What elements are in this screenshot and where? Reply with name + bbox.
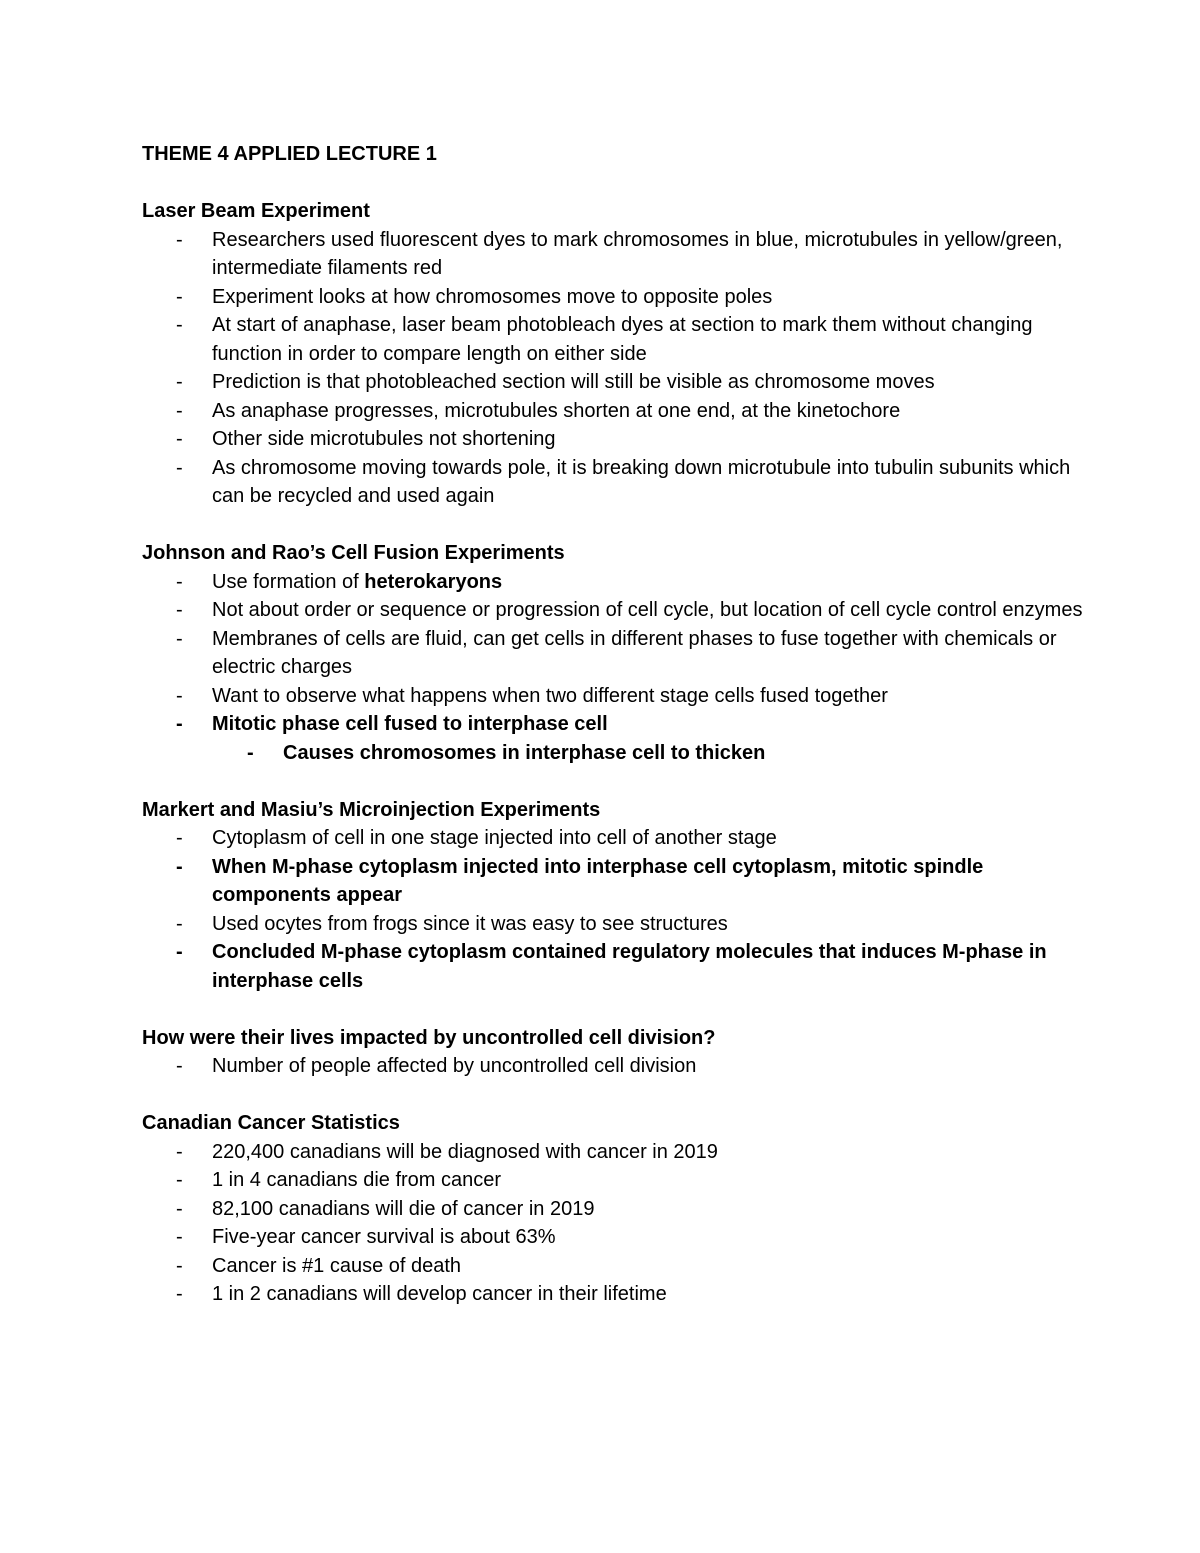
list-item xyxy=(142,1166,1102,1195)
list-item-text: When M-phase cytoplasm injected into interphase cell cytoplasm, mitotic spindle components appear xyxy=(212,855,984,906)
bullet-dash: - xyxy=(176,627,183,650)
list-item-text: 82,100 canadians will die of cancer in 2019 xyxy=(212,1197,595,1220)
list-item-text: At start of anaphase, laser beam photobleach dyes at section to mark them without changing function in order to compare length on either side xyxy=(212,314,1033,365)
list-item xyxy=(142,1252,1102,1281)
bullet-dash: - xyxy=(176,570,183,593)
list-item-text: Prediction is that photobleached section will still be visible as chromosome moves xyxy=(212,371,935,393)
bullet-dash: - xyxy=(176,912,183,935)
list-item-text: Concluded M-phase cytoplasm contained regulatory molecules that induces M-phase in interphase cells xyxy=(212,941,1047,992)
list-item-text: Number of people affected by uncontrolled cell division xyxy=(212,1055,697,1077)
bullet-dash: - xyxy=(176,399,183,422)
list-item xyxy=(142,710,1102,739)
bullet-dash: - xyxy=(176,855,183,878)
list-item-text: Membranes of cells are fluid, can get cells in different phases to fuse together with chemicals or electric charges xyxy=(212,627,1057,678)
section-heading: Johnson and Rao’s Cell Fusion Experiments xyxy=(142,542,565,564)
list-item xyxy=(142,824,1102,853)
list-item xyxy=(142,226,1102,283)
bullet-list xyxy=(142,824,1102,995)
bullet-dash: - xyxy=(176,285,183,308)
list-item-text: Experiment looks at how chromosomes move to opposite poles xyxy=(212,285,773,308)
list-item-text: Cytoplasm of cell in one stage injected into cell of another stage xyxy=(212,827,777,849)
list-item-text: 1 in 2 canadians will develop cancer in their lifetime xyxy=(212,1283,667,1305)
list-item-text: 220,400 canadians will be diagnosed with cancer in 2019 xyxy=(212,1140,718,1163)
section-heading: Markert and Masiu’s Microinjection Experiments xyxy=(142,798,601,821)
list-item-text: Other side microtubules not shortening xyxy=(212,428,556,450)
bullet-list xyxy=(142,226,1102,511)
list-item xyxy=(142,568,1102,597)
list-item-text: Researchers used fluorescent dyes to mark chromosomes in blue, microtubules in yellow/green, intermediate filaments red xyxy=(212,228,1063,279)
list-item-text: Cancer is #1 cause of death xyxy=(212,1254,462,1277)
section-heading: Canadian Cancer Statistics xyxy=(142,1112,400,1134)
section-heading: Laser Beam Experiment xyxy=(142,200,370,222)
list-item xyxy=(142,1138,1102,1167)
section-microinjection xyxy=(142,796,1102,996)
bullet-dash: - xyxy=(176,1140,183,1163)
list-item xyxy=(142,1280,1102,1309)
list-item xyxy=(142,1195,1102,1224)
bullet-list xyxy=(142,1138,1102,1309)
list-item-text: Mitotic phase cell fused to interphase cell xyxy=(212,713,608,735)
sub-list-item xyxy=(142,739,1102,768)
section-lives-impacted xyxy=(142,1024,1102,1081)
bullet-list xyxy=(142,1052,1102,1081)
list-item xyxy=(142,596,1102,625)
bullet-dash: - xyxy=(247,741,254,764)
bullet-dash: - xyxy=(176,228,183,251)
list-item xyxy=(142,910,1102,939)
list-item xyxy=(142,1052,1102,1081)
list-item-text: As chromosome moving towards pole, it is breaking down microtubule into tubulin subunits which can be recycled and used again xyxy=(212,456,1071,507)
list-item xyxy=(142,283,1102,312)
list-item-text: Causes chromosomes in interphase cell to thicken xyxy=(283,741,766,764)
bullet-dash: - xyxy=(176,428,183,450)
bullet-dash: - xyxy=(176,456,183,479)
bullet-dash: - xyxy=(176,1169,183,1191)
section-cancer-statistics xyxy=(142,1109,1102,1309)
list-item-text: Not about order or sequence or progression of cell cycle, but location of cell cycle control enzymes xyxy=(212,599,1083,621)
document-title: THEME 4 APPLIED LECTURE 1 xyxy=(142,143,437,165)
bullet-dash: - xyxy=(176,1283,183,1305)
list-item-text: 1 in 4 canadians die from cancer xyxy=(212,1169,502,1191)
list-item xyxy=(142,853,1102,910)
list-item-text: Five-year cancer survival is about 63% xyxy=(212,1226,556,1248)
bullet-list xyxy=(142,568,1102,768)
document-page xyxy=(142,140,1102,1337)
list-item xyxy=(142,682,1102,711)
bullet-dash: - xyxy=(176,371,183,393)
list-item-text: As anaphase progresses, microtubules shorten at one end, at the kinetochore xyxy=(212,399,901,422)
bullet-dash: - xyxy=(176,684,183,707)
section-laser-beam xyxy=(142,197,1102,511)
list-item xyxy=(142,425,1102,454)
list-item xyxy=(142,368,1102,397)
bullet-dash: - xyxy=(176,599,183,621)
bullet-dash: - xyxy=(176,1197,183,1220)
bullet-dash: - xyxy=(176,941,183,963)
section-cell-fusion xyxy=(142,539,1102,767)
bullet-dash: - xyxy=(176,713,183,735)
bullet-dash: - xyxy=(176,1226,183,1248)
bullet-dash: - xyxy=(176,1055,183,1077)
list-item xyxy=(142,938,1102,995)
bold-term: heterokaryons xyxy=(364,570,503,593)
section-heading: How were their lives impacted by uncontrolled cell division? xyxy=(142,1026,716,1049)
bullet-dash: - xyxy=(176,1254,183,1277)
list-item-text: Used ocytes from frogs since it was easy to see structures xyxy=(212,912,728,935)
list-item-text: Use formation of xyxy=(212,570,365,593)
list-item xyxy=(142,625,1102,682)
list-item xyxy=(142,454,1102,511)
bullet-dash: - xyxy=(176,827,183,849)
list-item xyxy=(142,1223,1102,1252)
list-item-text: Want to observe what happens when two different stage cells fused together xyxy=(212,684,888,707)
list-item xyxy=(142,397,1102,426)
list-item xyxy=(142,311,1102,368)
bullet-dash: - xyxy=(176,314,183,336)
